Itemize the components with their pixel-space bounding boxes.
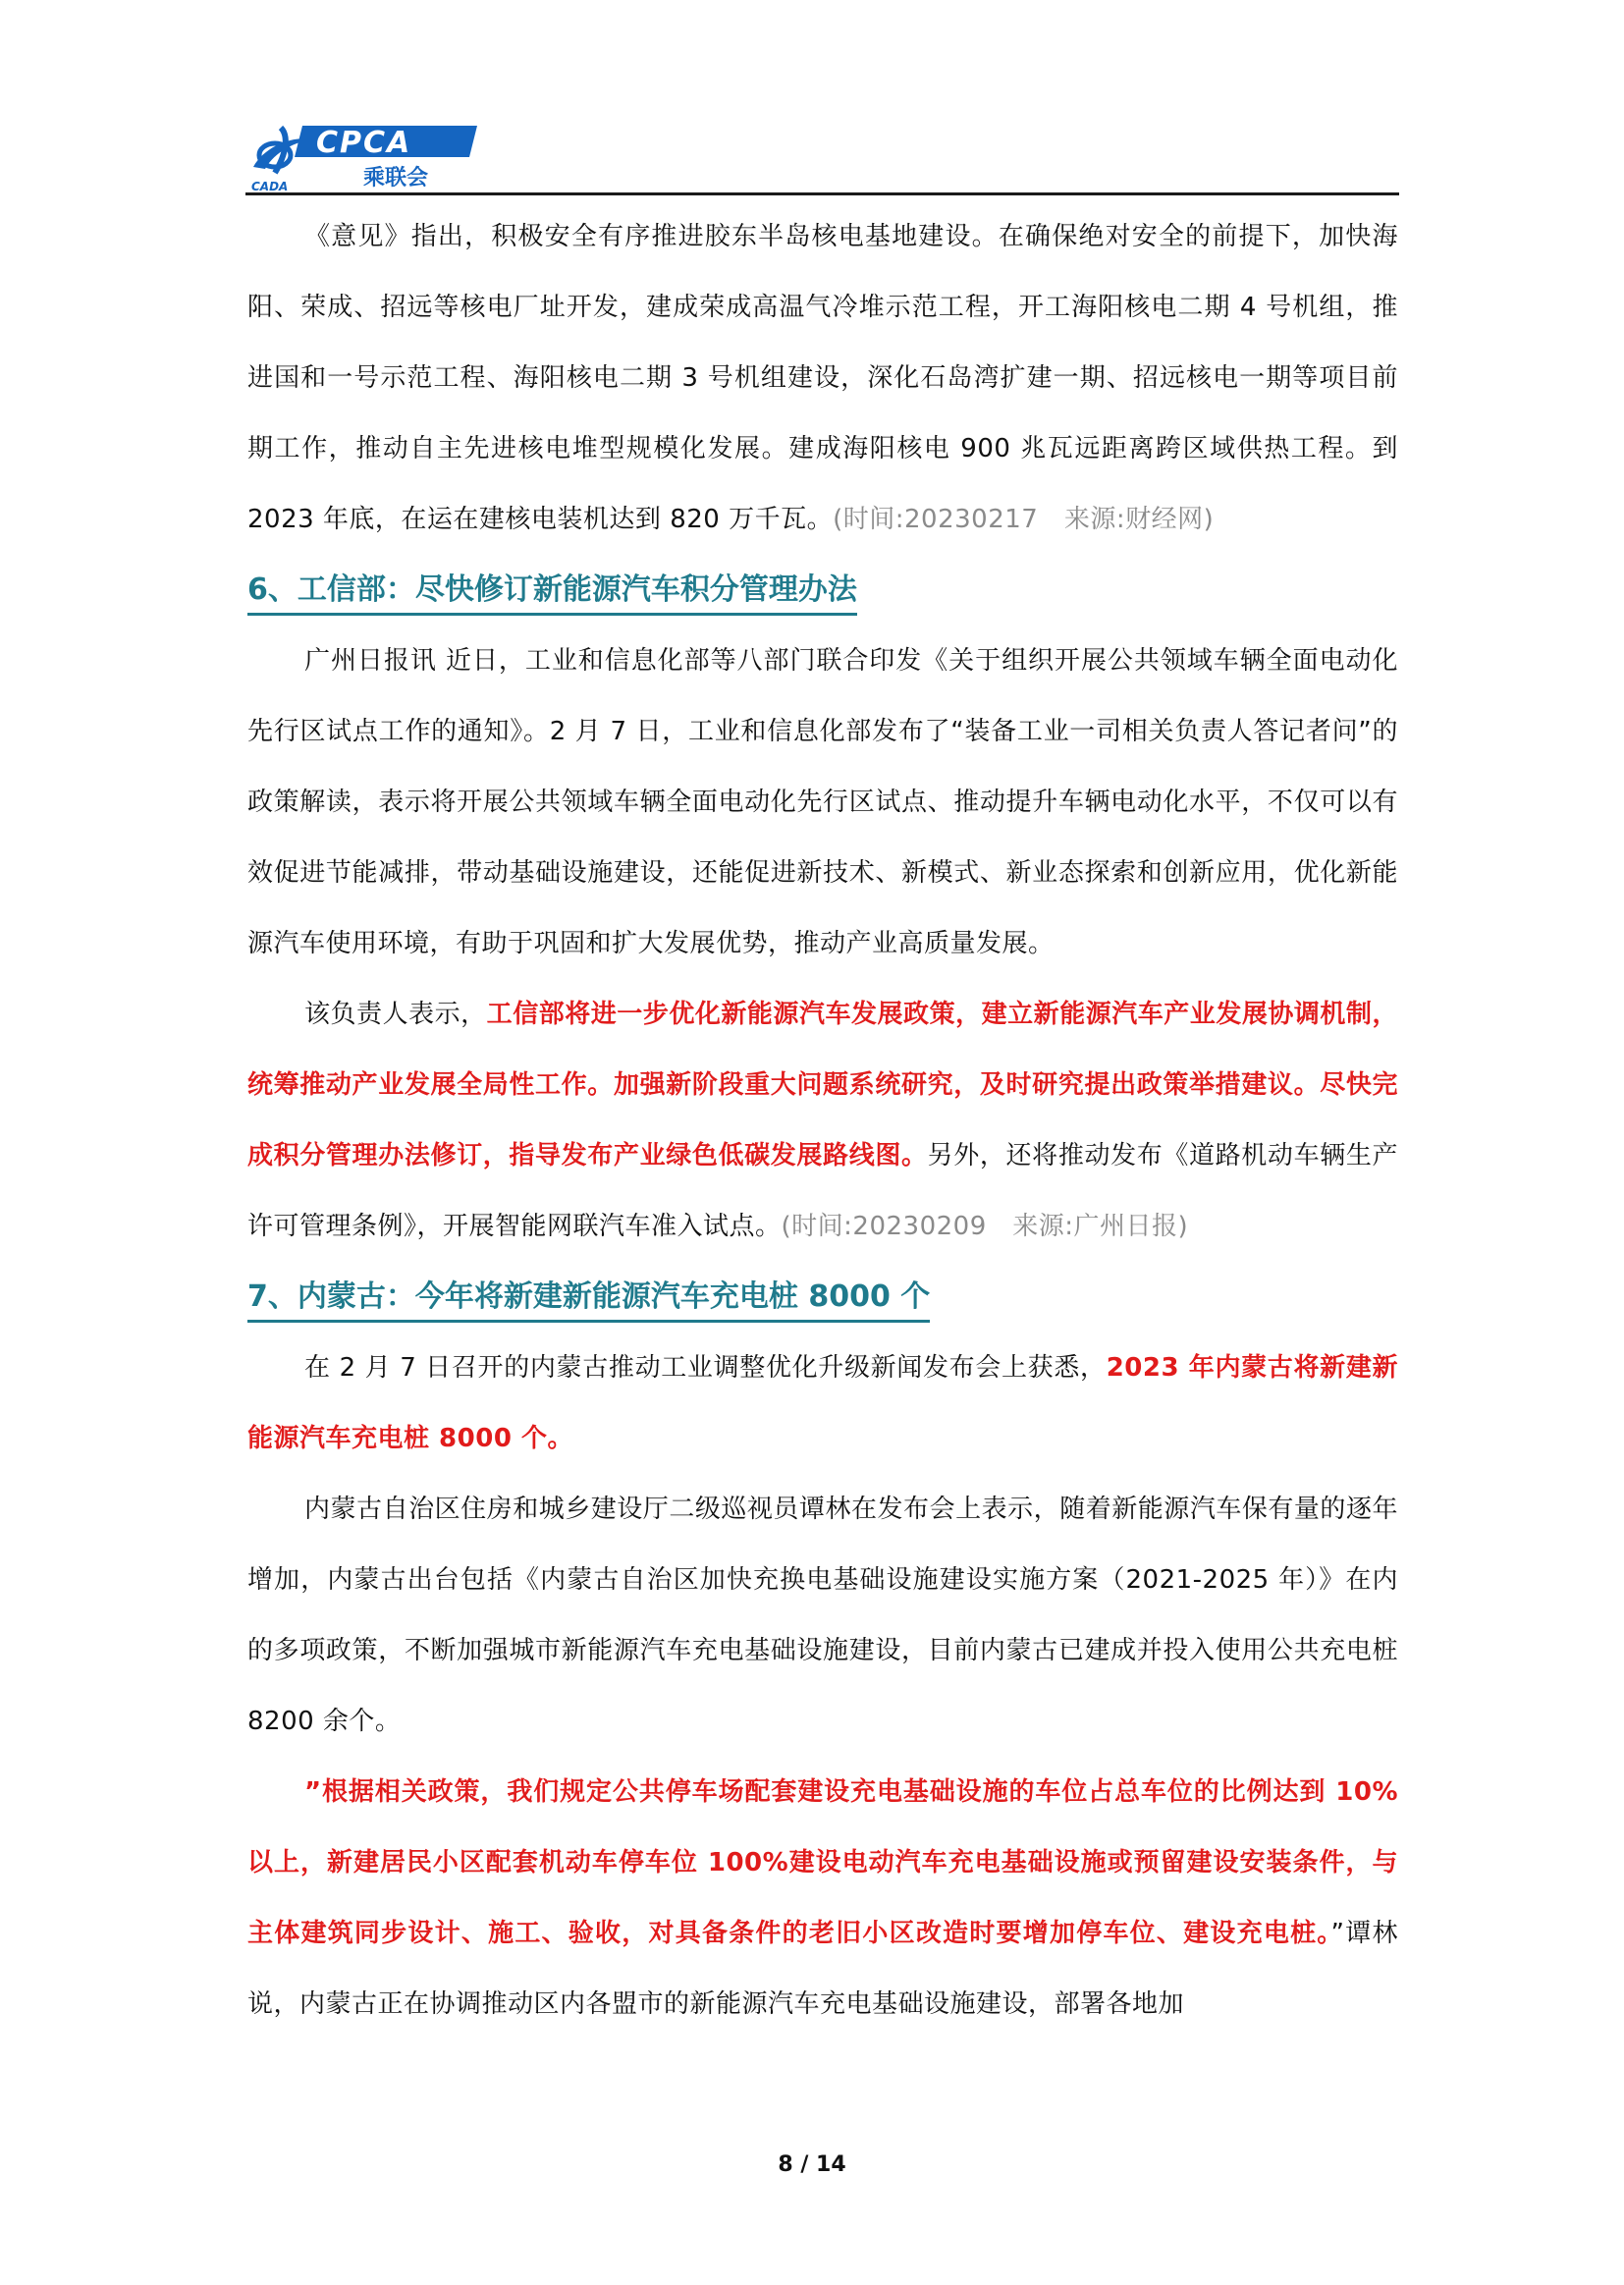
highlighted-text: 工信部将进一步优化新能源汽车发展政策，建立新能源汽车产业发展协调机制，统筹推动产业发展全局性工作。加强新阶段重大问题系统研究，及时研究提出政策举措建议。尽快完成积分管理办法修订，指导发布产业绿色低碳发展路线图。: [247, 1000, 1398, 1170]
source-meta: (时间:20230217 来源:财经网): [833, 505, 1215, 534]
logo-sub: 乘联会: [363, 166, 429, 190]
page-header: [245, 106, 1399, 194]
section-heading-7: 7、内蒙古：今年将新建新能源汽车充电桩 8000 个: [247, 1262, 1398, 1333]
paragraph-tail: 另外，还将推动发布《道路机动车辆生产许可管理条例》，开展智能网联汽车准入试点。: [247, 1141, 1398, 1241]
paragraph-lead: 该负责人表示，: [304, 1000, 487, 1029]
paragraph-policy-quote: [247, 1757, 1398, 2040]
cpca-logo: [245, 106, 481, 194]
section-heading-6: 6、工信部：尽快修订新能源汽车积分管理办法: [247, 555, 1398, 626]
logo-small: CADA: [251, 180, 289, 193]
highlighted-text: 2023 年内蒙古将新建新能源汽车充电桩 8000 个。: [247, 1353, 1398, 1453]
source-meta: (时间:20230209 来源:广州日报): [781, 1212, 1189, 1241]
paragraph-text: 内蒙古自治区住房和城乡建设厅二级巡视员谭林在发布会上表示，随着新能源汽车保有量的逐年增加，内蒙古出台包括《内蒙古自治区加快充换电基础设施建设实施方案（2021-2025 年）》在内的多项政策，不断加强城市新能源汽车充电基础设施建设，目前内蒙古已建成并投入使用公共充电桩 8200 余个。: [247, 1495, 1398, 1736]
logo-text: CPCA: [316, 126, 412, 160]
highlighted-text: ”根据相关政策，我们规定公共停车场配套建设充电基础设施的车位占总车位的比例达到 10%以上，新建居民小区配套机动车停车位 100%建设电动汽车充电基础设施或预留建设安装条件，与主体建筑同步设计、施工、验收，对具备条件的老旧小区改造时要增加停车位、建设充电桩。: [247, 1777, 1398, 1948]
article-body: [247, 201, 1398, 2040]
paragraph-lead: 在 2 月 7 日召开的内蒙古推动工业调整优化升级新闻发布会上获悉，: [304, 1353, 1107, 1383]
paragraph-inner-mongolia-intro: [247, 1333, 1398, 1474]
paragraph-guangzhou: [247, 626, 1398, 979]
page-number: 8 / 14: [778, 2152, 846, 2177]
paragraph-text: 广州日报讯 近日，工业和信息化部等八部门联合印发《关于组织开展公共领域车辆全面电动化先行区试点工作的通知》。2 月 7 日，工业和信息化部发布了“装备工业一司相关负责人答记者问”的政策解读，表示将开展公共领域车辆全面电动化先行区试点、推动提升车辆电动化水平，不仅可以有效促进节能减排，带动基础设施建设，还能促进新技术、新模式、新业态探索和创新应用，优化新能源汽车使用环境，有助于巩固和扩大发展优势，推动产业高质量发展。: [247, 646, 1398, 958]
paragraph-text: 《意见》指出，积极安全有序推进胶东半岛核电基地建设。在确保绝对安全的前提下，加快海阳、荣成、招远等核电厂址开发，建成荣成高温气冷堆示范工程，开工海阳核电二期 4 号机组，推进国和一号示范工程、海阳核电二期 3 号机组建设，深化石岛湾扩建一期、招远核电一期等项目前期工作，推动自主先进核电堆型规模化发展。建成海阳核电 900 兆瓦远距离跨区域供热工程。到 2023 年底，在运在建核电装机达到 820 万千瓦。: [247, 222, 1398, 534]
paragraph-tan-lin: [247, 1474, 1398, 1757]
paragraph-official-statement: [247, 979, 1398, 1262]
paragraph-tail: ”谭林说，内蒙古正在协调推动区内各盟市的新能源汽车充电基础设施建设，部署各地加: [247, 1919, 1398, 2019]
paragraph-nuclear: [247, 201, 1398, 555]
header-divider: [245, 192, 1399, 195]
